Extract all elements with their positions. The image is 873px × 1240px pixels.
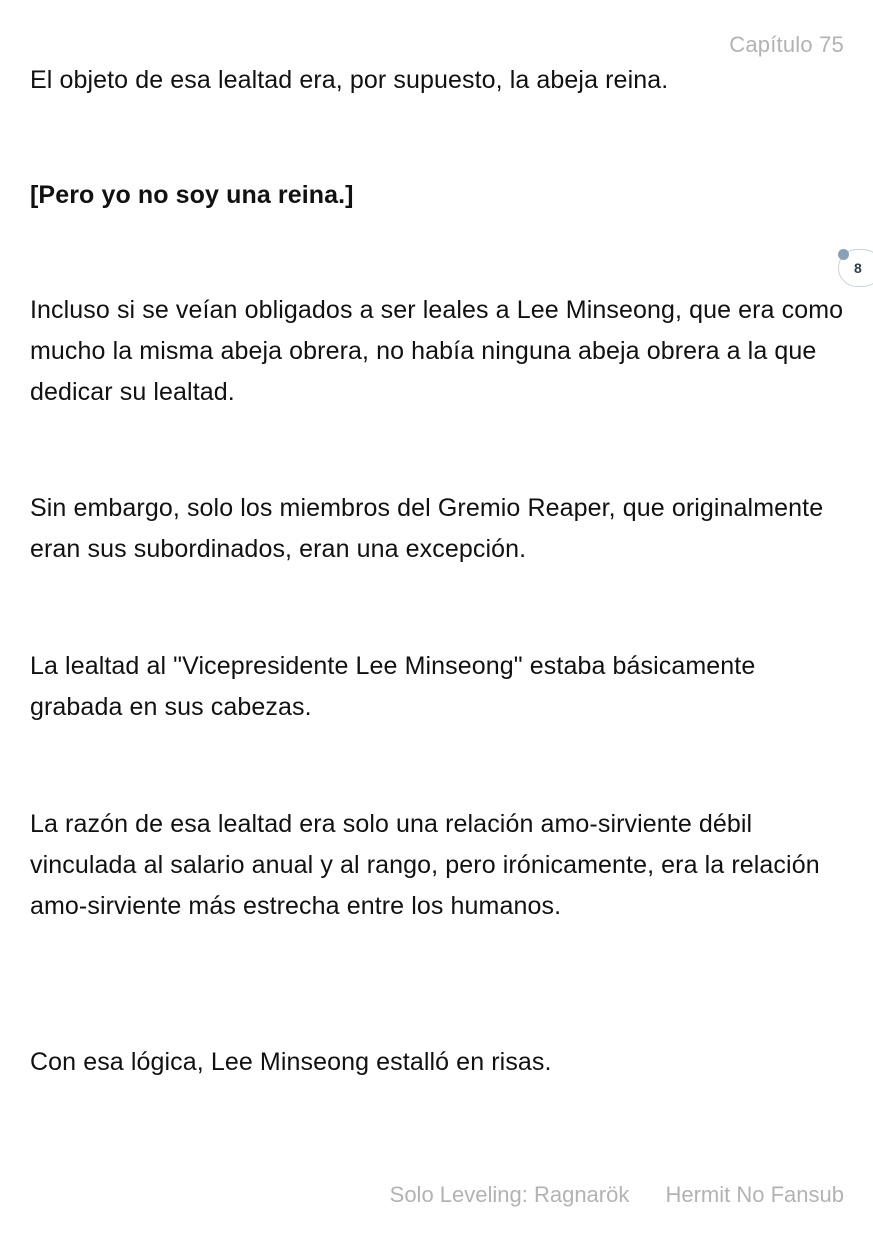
paragraph-5: La lealtad al "Vicepresidente Lee Minseong" estaba básicamente grabada en sus cabezas. [30,652,756,721]
chapter-title: Capítulo 75 [729,32,844,57]
page-number: 8 [854,260,862,276]
badge-dot-icon [838,249,849,260]
footer-translator: Hermit No Fansub [665,1182,844,1207]
footer [390,1182,844,1208]
paragraph-4: Sin embargo, solo los miembros del Gremio Reaper, que originalmente eran sus subordinados, eran una excepción. [30,494,824,563]
paragraph-7: Con esa lógica, Lee Minseong estalló en risas. [30,1048,552,1076]
paragraph-1: El objeto de esa lealtad era, por supuesto, la abeja reina. [30,66,669,94]
paragraph-2-dialogue: [Pero yo no soy una reina.] [30,181,354,209]
paragraph-6: La razón de esa lealtad era solo una relación amo-sirviente débil vinculada al salario anual y al rango, pero irónicamente, era la relación amo-sirviente más estrecha entre los humanos. [30,810,820,920]
paragraph-3: Incluso si se veían obligados a ser leales a Lee Minseong, que era como mucho la misma abeja obrera, no había ninguna abeja obrera a la que dedicar su lealtad. [30,296,844,406]
footer-book-title: Solo Leveling: Ragnarök [389,1182,630,1207]
page-number-badge[interactable] [838,249,873,287]
